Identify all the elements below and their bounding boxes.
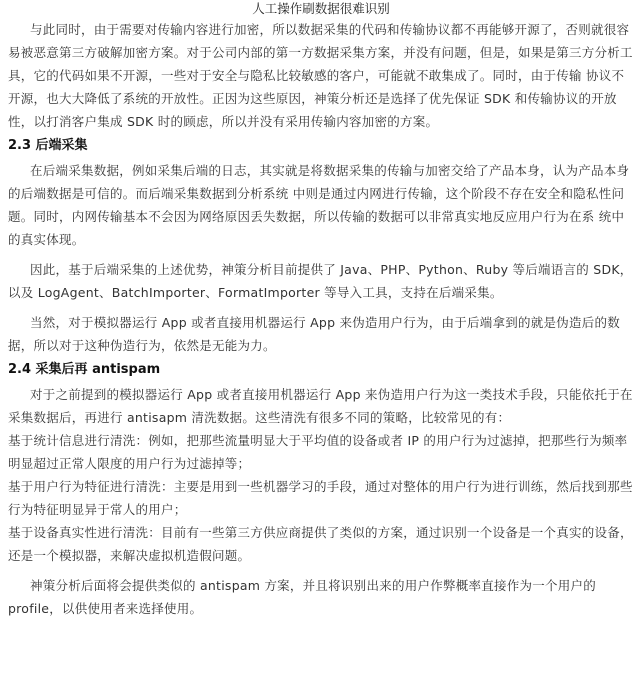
section-2-3-paragraph-1: 在后端采集数据，例如采集后端的日志，其实就是将数据采集的传输与加密交给了产品本身，认为产品本身的后端数据是可信的。而后端采集数据到分析系统 中则是通过内网进行传输，这个阶段不存在安全和隐私性问题。同时，内网传输基本不会因为网络原因丢失数据，所以传输的数据可以非常真实地反应用户行为在系 统中的真实体现。 <box>8 163 630 247</box>
section-2-3-paragraph-2: 因此，基于后端采集的上述优势，神策分析目前提供了 Java、PHP、Python、Ruby 等后端语言的 SDK，以及 LogAgent、BatchImporter、FormatImporter 等导入工具，支持在后端采集。 <box>8 262 633 300</box>
strategy-item-behavior: 基于用户行为特征进行清洗：主要是用到一些机器学习的手段，通过对整体的用户行为进行训练，然后找到那些行为特征明显异于常人的用户； <box>8 479 633 517</box>
strategy-item-device: 基于设备真实性进行清洗：目前有一些第三方供应商提供了类似的方案，通过识别一个设备是一个真实的设备，还是一个模拟器，来解决虚拟机造假问题。 <box>8 525 633 563</box>
section-2-4-paragraph-1: 对于之前提到的模拟器运行 App 或者直接用机器运行 App 来伪造用户行为这一类技术手段，只能依托于在采集数据后，再进行 antisapm 清洗数据。这些清洗有很多不同的策略，比较常见的有： <box>8 387 633 425</box>
section-2-4-paragraph-2: 神策分析后面将会提供类似的 antispam 方案，并且将识别出来的用户作弊概率直接作为一个用户的 profile，以供使用者来选择使用。 <box>8 578 596 616</box>
intro-paragraph: 与此同时，由于需要对传输内容进行加密，所以数据采集的代码和传输协议都不再能够开源了，否则就很容易被恶意第三方破解加密方案。对于公司内部的第一方数据采集方案，并没有问题，但是，如果是第三方分析工具，它的代码如果不开源，一些对于安全与隐私比较敏感的客户，可能就不敢集成了。同时，由于传输 协议不开源，也大大降低了系统的开放性。正因为这些原因，神策分析还是选择了优先保证 SDK 和传输协议的开放性，以打消客户集成 SDK 时的顾虑，所以并没有采用传输内容加密的方案。 <box>8 22 633 129</box>
page-title: 人工操作刷数据很难识别 <box>252 1 390 16</box>
section-2-3-paragraph-3: 当然，对于模拟器运行 App 或者直接用机器运行 App 来伪造用户行为，由于后端拿到的就是伪造后的数据，所以对于这种伪造行为，依然是无能为力。 <box>8 315 620 353</box>
strategy-item-statistics: 基于统计信息进行清洗：例如，把那些流量明显大于平均值的设备或者 IP 的用户行为过滤掉，把那些行为频率明显超过正常人限度的用户行为过滤掉等； <box>8 433 628 471</box>
section-2-3-heading: 2.3 后端采集 <box>8 138 88 153</box>
section-2-4-heading: 2.4 采集后再 antispam <box>8 362 161 377</box>
